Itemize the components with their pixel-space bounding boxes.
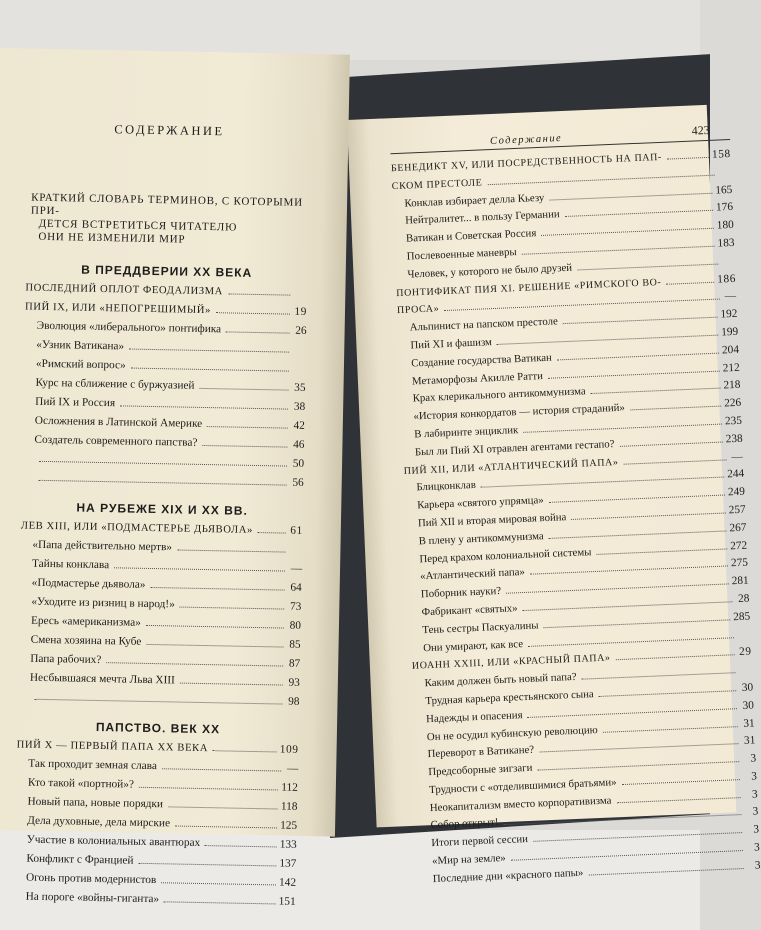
entry-title: Надежды и опасения — [425, 708, 523, 725]
dot-leader — [591, 388, 721, 394]
entry-page: 186 — [716, 272, 737, 286]
dot-leader — [139, 787, 278, 791]
entry-title: Альпинист на папском престоле — [409, 315, 559, 334]
dot-leader — [530, 566, 728, 575]
dot-leader — [207, 426, 288, 429]
entry-title: ПОНТИФИКАТ ПИЯ XI. РЕШЕНИЕ «РИМСКОГО ВО- — [396, 276, 662, 299]
entry-page: — — [731, 450, 744, 463]
dot-leader — [175, 826, 277, 829]
entry-title: В плену у антикоммунизма — [418, 529, 544, 548]
entry-page: 61 — [290, 524, 303, 537]
entry-page: 281 — [731, 574, 749, 588]
entry-page: 93 — [288, 676, 300, 689]
entry-title: «Уходите из ризниц в народ!» — [31, 595, 175, 611]
entry-title: Каким должен быть новый папа? — [424, 670, 577, 690]
entry-title: Папа рабочих? — [30, 652, 102, 667]
dot-leader — [544, 619, 731, 628]
entry-title: Трудная карьера крестьянского сына — [425, 688, 594, 708]
dot-leader — [180, 683, 283, 686]
dot-leader — [114, 567, 285, 571]
entry-page: 158 — [711, 147, 732, 161]
section-heading: В ПРЕДДВЕРИИ XX ВЕКА — [81, 262, 253, 280]
dot-leader — [549, 192, 712, 200]
entry-title: ПИЙ X — ПЕРВЫЙ ПАПА XX ВЕКА — [16, 739, 209, 755]
entry-title: Кто такой «портной»? — [27, 776, 135, 791]
entry-page: 272 — [729, 539, 748, 552]
entry-page: 64 — [290, 581, 302, 594]
right-page-content — [390, 122, 761, 889]
section-heading: ПАПСТВО. ВЕК XX — [95, 719, 221, 737]
intro-line: ОНИ НЕ ИЗМЕНИЛИ МИР — [38, 230, 186, 246]
entry-title: Конфликт с Францией — [26, 852, 134, 867]
entry-title: Ватикан и Советская Россия — [405, 227, 537, 245]
entry-title: Фабрикант «святых» — [421, 602, 518, 619]
toc-entries — [391, 146, 761, 889]
dot-leader — [216, 312, 290, 314]
dot-leader — [138, 863, 276, 867]
entry-title: Блицконклав — [416, 479, 477, 494]
entry-page: 31 — [743, 716, 755, 730]
entry-title: «Подмастерье дьявола» — [31, 576, 146, 591]
dot-leader — [623, 459, 726, 464]
entry-page: 183 — [717, 236, 735, 250]
entry-title: Осложнения в Латинской Америке — [34, 414, 203, 430]
entry-title: БЕНЕДИКТ XV, ИЛИ ПОСРЕДСТВЕННОСТЬ НА ПАП- — [390, 151, 663, 175]
section-heading: НА РУБЕЖЕ XIX И XX ВВ. — [76, 500, 249, 518]
entry-page: 30 — [742, 699, 755, 712]
entry-page: 38 — [293, 400, 306, 413]
dot-leader — [129, 349, 289, 353]
dot-leader — [199, 388, 288, 391]
dot-leader — [565, 210, 713, 217]
dot-leader — [205, 845, 277, 847]
dot-leader — [258, 532, 286, 534]
entry-title: ПОСЛЕДНИЙ ОПЛОТ ФЕОДАЛИЗМА — [25, 282, 224, 298]
entry-title: «Атлантический папа» — [419, 566, 526, 583]
entry-page: 56 — [292, 476, 304, 489]
entry-page: 30 — [741, 681, 754, 694]
entry-page: 133 — [279, 838, 297, 851]
dot-leader — [146, 644, 283, 648]
entry-title: Трудности с «отделившимися братьями» — [428, 776, 617, 797]
dot-leader — [622, 779, 740, 785]
dot-leader — [168, 806, 278, 809]
entry-page — [718, 175, 732, 176]
entry-page: 249 — [727, 485, 746, 499]
entry-page: 98 — [288, 695, 300, 708]
entry-page: 235 — [724, 414, 743, 428]
dot-leader — [571, 512, 725, 519]
dot-leader — [620, 441, 723, 446]
dot-leader — [228, 293, 290, 295]
dot-leader — [548, 370, 720, 378]
left-page — [0, 48, 350, 908]
entry-page: 42 — [293, 419, 305, 432]
entry-page: 125 — [280, 819, 298, 832]
entry-title: «Папа действительно мертв» — [32, 538, 173, 554]
entry-page: 218 — [723, 379, 741, 392]
entry-page: 3 — [753, 841, 761, 854]
dot-leader — [549, 530, 727, 538]
entry-title: Дела духовные, дела мирские — [27, 814, 171, 830]
entry-title: Огонь против модернистов — [25, 871, 157, 887]
entry-title: ПИЙ IX, ИЛИ «НЕПОГРЕШИМЫЙ» — [24, 301, 212, 317]
entry-title: «Узник Ватикана» — [36, 338, 125, 353]
entry-title: Создатель современного папства? — [34, 433, 198, 449]
entry-page: 3 — [754, 859, 761, 872]
entry-title: Новый папа, новые порядки — [27, 795, 164, 811]
dot-leader — [616, 655, 735, 661]
entry-title: Так проходит земная слава — [28, 757, 158, 773]
entry-title: Нейтралитет... в пользу Германии — [405, 208, 560, 228]
right-page — [347, 105, 761, 885]
dot-leader — [177, 549, 285, 552]
dot-leader — [667, 157, 709, 160]
intro-line: ДЕТСЯ ВСТРЕТИТЬСЯ ЧИТАТЕЛЮ — [38, 217, 238, 234]
entry-title: Метаморфозы Акилле Ратти — [411, 369, 544, 388]
entry-page: — — [286, 762, 299, 775]
entry-page: 19 — [294, 305, 308, 318]
dot-leader — [34, 699, 282, 705]
dot-leader — [577, 263, 718, 270]
entry-title: Неокапитализм вместо корпоративизма — [429, 794, 612, 814]
entry-page: 204 — [721, 343, 740, 357]
dot-leader — [39, 461, 287, 467]
dot-leader — [539, 743, 738, 752]
dot-leader — [599, 690, 736, 697]
entry-title: «Мир на земле» — [431, 852, 506, 868]
entry-title: Послевоенные маневры — [406, 246, 517, 263]
dot-leader — [150, 587, 284, 591]
entry-title: Смена хозяина на Кубе — [30, 633, 142, 648]
entry-title: Итоги первой сессии — [431, 833, 529, 850]
entry-title: Человек, у которого не было друзей — [407, 261, 573, 281]
entry-page: 26 — [295, 324, 307, 337]
entry-page: 257 — [728, 503, 746, 517]
entry-title: Пий XI и фашизм — [410, 336, 493, 352]
entry-title: Собор открыт! — [430, 816, 499, 832]
dot-leader — [557, 352, 719, 360]
entry-page: 3 — [750, 752, 757, 765]
entry-title: Курс на сближение с буржуазией — [35, 376, 195, 392]
entry-title: Создание государства Ватикан — [410, 351, 553, 370]
entry-title: Эволюция «либерального» понтифика — [36, 319, 222, 336]
dot-leader — [563, 317, 718, 324]
entry-page: 28 — [737, 592, 750, 605]
dot-leader — [522, 246, 715, 255]
entry-title: «Римский вопрос» — [35, 357, 126, 372]
dot-leader — [161, 882, 276, 885]
dot-leader — [541, 228, 714, 236]
entry-title: Карьера «святого упрямца» — [416, 494, 544, 512]
entry-title: Они умирают, как все — [422, 637, 524, 654]
entry-page: 118 — [280, 800, 298, 813]
dot-leader — [596, 548, 727, 554]
entry-page: 142 — [278, 876, 297, 889]
entry-page: 212 — [722, 361, 740, 375]
toc-sections — [14, 262, 308, 912]
entry-title: Был ли Пий XI отравлен агентами гестапо? — [414, 437, 615, 459]
entry-title: Поборник науки? — [420, 585, 502, 601]
dot-leader — [120, 405, 288, 409]
dot-leader — [131, 368, 289, 372]
dot-leader — [162, 768, 281, 771]
entry-title: ПИЙ XII, ИЛИ «АТЛАНТИЧЕСКИЙ ПАПА» — [403, 456, 619, 477]
entry-page: 85 — [289, 638, 301, 651]
entry-page: — — [724, 290, 737, 303]
dot-leader — [523, 424, 722, 433]
entry-page: 275 — [730, 556, 749, 570]
entry-title: Он не осудил кубинскую революцию — [426, 723, 598, 743]
entry-title: «История конкордатов — история страданий» — [413, 401, 626, 423]
page-number: 423 — [691, 122, 711, 138]
entry-page: 165 — [715, 183, 733, 197]
entry-page: 180 — [716, 219, 734, 232]
entry-page: 3 — [752, 805, 759, 819]
entry-page: 176 — [715, 201, 734, 215]
entry-title: Переворот в Ватикане? — [427, 744, 535, 761]
dot-leader — [106, 662, 283, 666]
entry-page: 151 — [278, 895, 296, 908]
intro-line: КРАТКИЙ СЛОВАРЬ ТЕРМИНОВ, С КОТОРЫМИ ПРИ- — [30, 191, 304, 218]
entry-page: 285 — [732, 610, 751, 623]
toc-entry — [17, 687, 299, 711]
entry-page — [737, 637, 751, 638]
dot-leader — [617, 797, 741, 803]
dot-leader — [603, 726, 738, 733]
entry-page: 35 — [294, 381, 306, 394]
dot-leader — [226, 331, 290, 333]
entry-page: 192 — [720, 307, 738, 321]
entry-title: В лабиринте энциклик — [413, 424, 519, 441]
entry-title: Несбывшаяся мечта Льва XIII — [29, 671, 175, 687]
running-head-title: Содержание — [489, 133, 563, 148]
entry-page: 46 — [293, 438, 305, 451]
dot-leader — [202, 445, 287, 448]
entry-title: Последние дни «красного папы» — [432, 866, 584, 885]
entry-page: 112 — [281, 781, 298, 794]
entry-title: Крах клерикального антикоммунизма — [412, 385, 586, 405]
dot-leader — [588, 868, 743, 876]
entry-title: Конклав избирает делла Кьезу — [404, 191, 545, 210]
dot-leader — [666, 281, 714, 284]
entry-page — [721, 264, 735, 265]
left-page-content — [14, 121, 311, 912]
entry-title: Тайны конклава — [31, 557, 110, 572]
entry-title: Перед крахом колониальной системы — [419, 545, 592, 565]
dot-leader — [630, 406, 721, 411]
entry-title: ЛЕВ XIII, ИЛИ «ПОДМАСТЕРЬЕ ДЬЯВОЛА» — [20, 520, 253, 536]
entry-page: 29 — [738, 645, 752, 659]
entry-page: 87 — [288, 657, 301, 670]
dot-leader — [146, 625, 284, 629]
entry-page: — — [290, 562, 303, 575]
entry-title: Пий XII и вторая мировая война — [417, 511, 567, 530]
entry-page: 244 — [726, 468, 745, 481]
toc-title: СОДЕРЖАНИЕ — [114, 122, 225, 139]
entry-title: Предсоборные зигзаги — [428, 761, 533, 779]
entry-page: 199 — [721, 325, 739, 339]
entry-page: 3 — [750, 770, 758, 783]
entry-title: ПРОСА» — [396, 303, 440, 317]
entry-page: 73 — [289, 600, 302, 613]
entry-title: СКОМ ПРЕСТОЛЕ — [391, 177, 483, 192]
dot-leader — [164, 901, 276, 904]
entry-title: ИОАНН XXIII, ИЛИ «КРАСНЫЙ ПАПА» — [411, 652, 611, 673]
entry-page: 109 — [279, 743, 299, 756]
intro-block — [26, 192, 309, 249]
entry-page: 3 — [751, 788, 758, 801]
dot-leader — [582, 672, 736, 679]
dot-leader — [180, 607, 285, 610]
dot-leader — [39, 480, 287, 486]
entry-title: Участие в колониальных авантюрах — [26, 833, 201, 849]
entry-page: 137 — [279, 857, 297, 870]
entry-title: На пороге «войны-гиганта» — [25, 890, 160, 906]
entry-page — [739, 673, 753, 674]
entry-page: 267 — [729, 521, 747, 535]
entry-page: 31 — [743, 734, 756, 748]
entry-page: 3 — [753, 823, 760, 836]
entry-title: Пий IX и Россия — [35, 395, 116, 410]
entry-page: 50 — [292, 457, 305, 470]
dot-leader — [213, 750, 277, 752]
entry-page: 238 — [725, 432, 743, 446]
entry-title: Ересь «американизма» — [30, 614, 141, 629]
entry-page: 226 — [724, 396, 742, 410]
toc-entry — [22, 468, 304, 492]
entry-title: Тень сестры Паскуалины — [422, 619, 539, 637]
entry-page: 80 — [289, 619, 302, 632]
dot-leader — [549, 495, 725, 503]
